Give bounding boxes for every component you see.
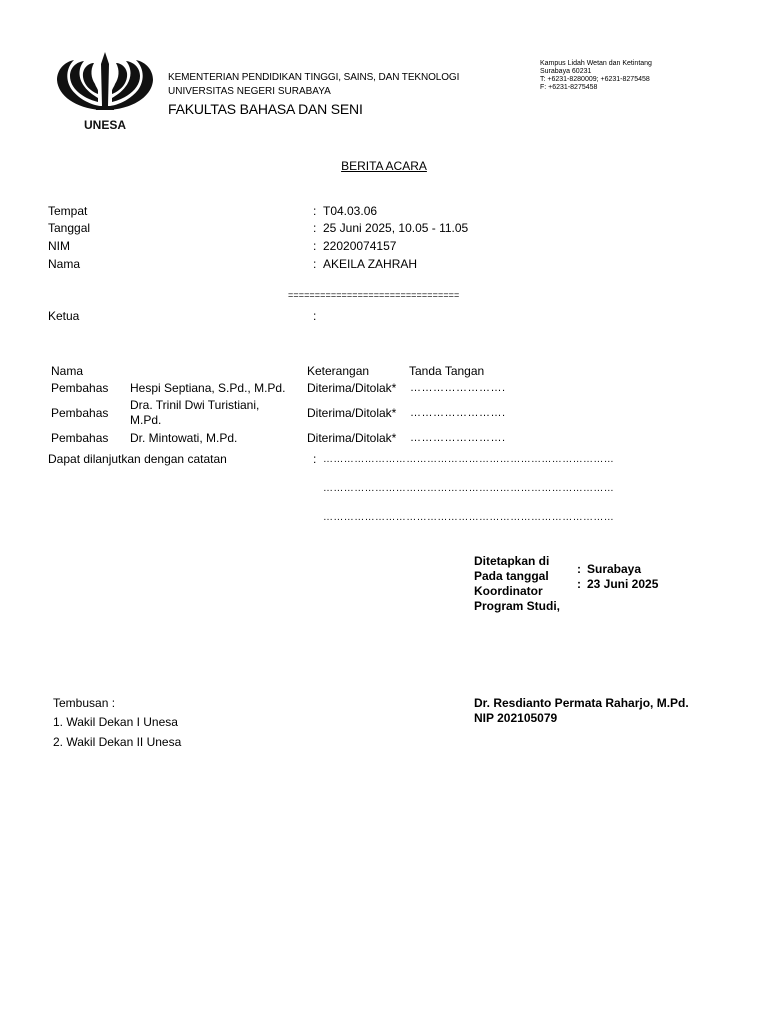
column-header-signature: Tanda Tangan bbox=[409, 364, 485, 378]
signer-name: Dr. Resdianto Permata Raharjo, M.Pd. bbox=[474, 696, 689, 710]
signer-nip: NIP 202105079 bbox=[474, 711, 558, 725]
examiner-status: Diterima/Ditolak* bbox=[307, 406, 397, 420]
examiner-name: Dra. Trinil Dwi Turistiani, bbox=[130, 398, 260, 412]
column-header-keterangan: Keterangan bbox=[307, 364, 370, 378]
examiner-status: Diterima/Ditolak* bbox=[307, 381, 397, 395]
date-label: Tanggal bbox=[48, 221, 91, 235]
separator-line: ================================ bbox=[288, 290, 460, 300]
colon: : bbox=[313, 221, 317, 235]
notes-line: ………………………………………………………………………… bbox=[323, 512, 615, 523]
colon: : bbox=[313, 309, 317, 323]
name-label: Nama bbox=[48, 257, 81, 271]
examiner-name: Dr. Mintowati, M.Pd. bbox=[130, 431, 238, 445]
ministry-name: KEMENTERIAN PENDIDIKAN TINGGI, SAINS, DAN TEKNOLOGI bbox=[168, 72, 460, 83]
place-value: T04.03.06 bbox=[323, 204, 378, 218]
examiner-role: Pembahas bbox=[51, 406, 109, 420]
ketua-label: Ketua bbox=[48, 309, 80, 323]
address-line: Surabaya 60231 bbox=[540, 68, 592, 75]
examiner-role: Pembahas bbox=[51, 431, 109, 445]
examiner-status: Diterima/Ditolak* bbox=[307, 431, 397, 445]
colon: : bbox=[313, 257, 317, 271]
decree-label: Koordinator bbox=[474, 584, 543, 598]
faculty-name: FAKULTAS BAHASA DAN SENI bbox=[168, 101, 363, 117]
decree-label: Program Studi, bbox=[474, 599, 561, 613]
column-header-name: Nama bbox=[51, 364, 84, 378]
colon: : bbox=[313, 239, 317, 253]
notes-line: ………………………………………………………………………… bbox=[323, 483, 615, 494]
signature-line: ……………………. bbox=[410, 382, 506, 394]
colon: : bbox=[313, 452, 317, 466]
address-line: Kampus Lidah Wetan dan Ketintang bbox=[540, 60, 652, 67]
decree-date: 23 Juni 2025 bbox=[587, 577, 659, 591]
svg-text:UNESA: UNESA bbox=[83, 118, 127, 132]
phone-line: T: +6231-8280009; +6231-8275458 bbox=[540, 76, 650, 83]
colon: : bbox=[313, 204, 317, 218]
cc-item: 2. Wakil Dekan II Unesa bbox=[53, 735, 182, 749]
decree-label: Ditetapkan di bbox=[474, 554, 550, 568]
examiner-role: Pembahas bbox=[51, 381, 109, 395]
place-label: Tempat bbox=[48, 204, 88, 218]
fax-line: F: +6231-8275458 bbox=[540, 84, 598, 91]
examiner-name: Hespi Septiana, S.Pd., M.Pd. bbox=[130, 381, 286, 395]
notes-label: Dapat dilanjutkan dengan catatan bbox=[48, 452, 227, 466]
unesa-logo bbox=[54, 50, 156, 132]
nim-label: NIM bbox=[48, 239, 70, 253]
nim-value: 22020074157 bbox=[323, 239, 397, 253]
notes-line: ………………………………………………………………………… bbox=[323, 454, 615, 465]
unesa-emblem-icon bbox=[54, 50, 156, 132]
document-title: BERITA ACARA bbox=[341, 159, 427, 173]
cc-label: Tembusan : bbox=[53, 696, 116, 710]
signature-line: ……………………. bbox=[410, 432, 506, 444]
colon: : bbox=[577, 577, 581, 591]
colon: : bbox=[577, 562, 581, 576]
decree-place: Surabaya bbox=[587, 562, 642, 576]
university-name: UNIVERSITAS NEGERI SURABAYA bbox=[168, 86, 331, 97]
signature-line: ……………………. bbox=[410, 407, 506, 419]
decree-label: Pada tanggal bbox=[474, 569, 549, 583]
examiner-name-cont: M.Pd. bbox=[130, 413, 162, 427]
date-value: 25 Juni 2025, 10.05 - 11.05 bbox=[323, 221, 469, 235]
cc-item: 1. Wakil Dekan I Unesa bbox=[53, 715, 178, 729]
name-value: AKEILA ZAHRAH bbox=[323, 257, 418, 271]
